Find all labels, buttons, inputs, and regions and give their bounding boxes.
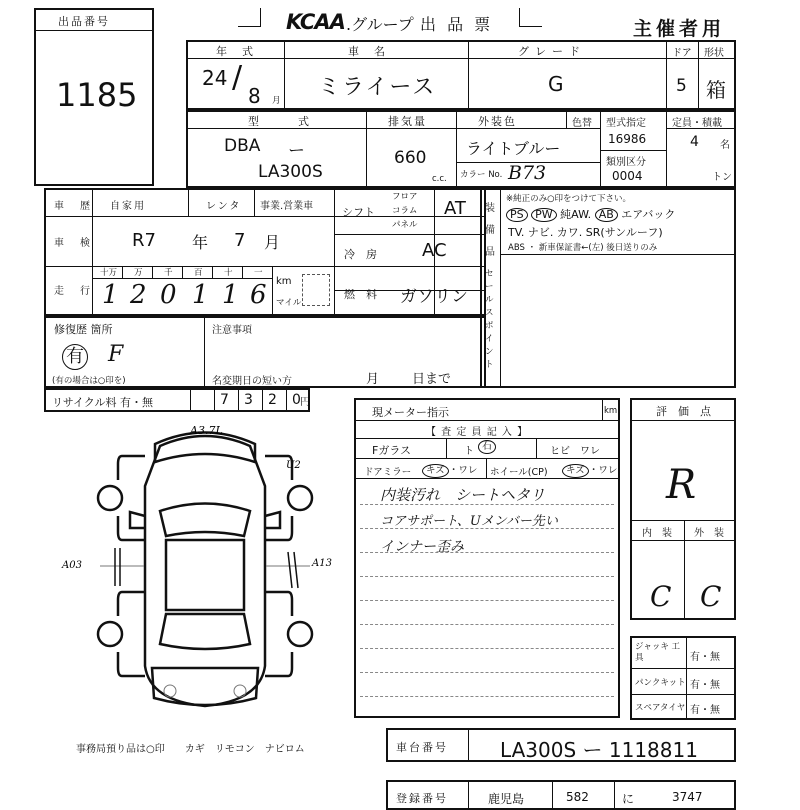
mile-unit: マイル	[276, 298, 302, 308]
wheel-rl	[98, 622, 122, 646]
mirror-label: ドアミラー	[364, 467, 412, 478]
glass-option: 石	[478, 440, 496, 454]
business-option: 事業.営業車	[260, 201, 314, 212]
repair-circle: 有	[62, 344, 88, 370]
inspector-note: 内装汚れ シートヘタリ	[380, 486, 546, 504]
doors-value: 5	[676, 76, 687, 96]
digit-header: 十万	[100, 268, 118, 278]
repair-value	[62, 344, 88, 370]
shift-option: パネル	[392, 220, 418, 230]
office-items: 事務局預り品は○印 カギ リモコン ナビロム	[76, 744, 305, 755]
recycle-digit: 7	[220, 392, 229, 408]
color-no-value: B73	[508, 162, 547, 184]
wheel-rr	[288, 622, 312, 646]
year-value: 24	[202, 66, 228, 90]
car-body-outline	[130, 433, 280, 707]
corner-mark	[238, 8, 261, 27]
inspection-month: 7	[234, 230, 246, 251]
exterior-label: 外 装	[694, 528, 724, 539]
digit-header: 千	[164, 268, 173, 278]
group-label: .グループ	[346, 15, 414, 34]
interior-label: 内 装	[642, 528, 672, 539]
spare-label: スペアタイヤ	[635, 703, 686, 713]
inspection-year-unit: 年	[192, 233, 209, 252]
shift-value: AT	[444, 198, 466, 219]
car-body	[145, 436, 265, 706]
tools-box	[630, 636, 736, 720]
sheet-title: 出 品 票	[420, 15, 494, 34]
glass-option: ト	[464, 446, 474, 457]
type-designation-label: 型式指定	[606, 118, 646, 129]
wheel-fl	[98, 486, 122, 510]
load-unit: トン	[712, 172, 732, 183]
category-value: 0004	[612, 169, 643, 183]
digit-header: 百	[194, 268, 203, 278]
wheel-option: キズ ・ワレ	[562, 462, 617, 478]
brand-logo	[286, 10, 345, 34]
damage-mark: A03	[62, 560, 82, 571]
puncture-label: パンクキット	[635, 678, 686, 688]
mileage-digit: 1	[222, 280, 239, 310]
ac-label: 冷 房	[344, 248, 377, 261]
registration-box	[386, 780, 736, 810]
spec-box	[186, 110, 736, 188]
rear-window	[160, 614, 250, 649]
repair-box	[44, 316, 486, 388]
displacement-label: 排気量	[388, 115, 427, 128]
glass-option: ワレ	[580, 446, 600, 457]
rental-option: レンタ	[206, 201, 242, 212]
car-name: ミライース	[318, 75, 437, 100]
jack-value: 有・無	[690, 652, 720, 663]
body-label: 形状	[704, 48, 724, 59]
repair-handwritten: F	[108, 342, 124, 367]
vehicle-box	[186, 40, 736, 110]
meter-km-unit: km	[604, 406, 618, 416]
inspection-label: 車 検	[54, 238, 93, 249]
shift-label: シフト	[342, 206, 375, 219]
year-label: 年 式	[216, 45, 255, 58]
inspection-era: R7	[132, 230, 156, 251]
month-unit: 月	[272, 96, 281, 106]
inspector-section-label: 【 査 定 員 記 入 】	[426, 427, 529, 438]
glass-option: ヒビ	[550, 446, 570, 457]
type-designation-value: 16986	[608, 132, 647, 146]
repair-note: (有の場合は○印を)	[52, 376, 126, 386]
mileage-digit: 0	[160, 280, 177, 310]
grade-label: グレード	[518, 45, 586, 58]
meter-label: 現メーター指示	[372, 406, 449, 419]
body-value: 箱	[706, 78, 726, 102]
fuel-value: ガソリン	[400, 287, 468, 307]
recycle-label: リサイクル料 有・無	[52, 396, 153, 409]
glass-label: Fガラス	[372, 444, 411, 457]
model-dash: ー	[288, 141, 305, 161]
equipment-label: 装備品	[485, 203, 495, 258]
caution-label: 注意事項	[212, 325, 252, 336]
mileage-digit: 1	[192, 280, 209, 310]
grade-score: R	[666, 462, 697, 508]
lot-number: 1185	[56, 76, 138, 114]
car-diagram	[60, 416, 350, 716]
color-label: 外装色	[478, 115, 517, 128]
recycle-digit: 2	[268, 392, 277, 408]
mirror-right	[265, 512, 280, 528]
mileage-digit: 1	[102, 280, 119, 310]
puncture-value: 有・無	[690, 680, 720, 691]
jack-label: ジャッキ 工 具	[635, 642, 689, 663]
model-value: LA300S	[258, 162, 323, 182]
mileage-label: 走 行	[54, 286, 93, 297]
mileage-digit: 2	[130, 280, 147, 310]
interior-grade: C	[650, 580, 672, 613]
ps-option: PS	[506, 208, 528, 222]
airbag-label: エアバック	[621, 208, 676, 221]
mirror-option: キズ ・ワレ	[422, 462, 477, 478]
reg-kana: に	[622, 792, 635, 806]
pw-option: PW	[531, 208, 557, 222]
aw-option: 純AW.	[560, 208, 592, 221]
recycle-unit: 円	[300, 397, 310, 408]
reg-number: 3747	[672, 790, 703, 804]
chassis-label: 車台番号	[396, 741, 448, 754]
model-prefix: DBA	[224, 136, 261, 156]
month-value: 8	[248, 84, 261, 108]
equipment-row2: TV. ナビ. カワ. SR(サンルーフ)	[508, 226, 663, 239]
digit-header: 一	[254, 268, 263, 278]
damage-mark: U2	[286, 460, 301, 471]
corner-mark	[519, 8, 542, 27]
capacity-value: 4	[690, 134, 699, 150]
mileage-digit: 6	[250, 280, 267, 310]
brand-name: KCAA	[286, 10, 345, 34]
name-change-month: 月	[366, 372, 380, 387]
wheel-fr	[288, 486, 312, 510]
reg-region: 鹿児島	[488, 792, 525, 806]
km-unit: km	[276, 276, 292, 287]
equipment-row3: ABS ・ 新車保証書←(左) 後日送りのみ	[508, 243, 658, 253]
shift-option: コラム	[392, 206, 418, 216]
recycle-digit: 3	[244, 392, 253, 408]
capacity-label: 定員・積載	[672, 118, 722, 129]
wheel-label: ホイール(CP)	[490, 467, 548, 478]
inspector-box	[354, 398, 620, 718]
color-no-label: カラー No.	[460, 170, 503, 180]
category-label: 類別区分	[606, 157, 646, 168]
reg-label: 登録番号	[396, 792, 448, 805]
shift-option: フロア	[392, 192, 418, 202]
name-change-label: 名変期日の短い方	[212, 376, 292, 387]
name-change-day: 日まで	[412, 372, 452, 387]
capacity-unit: 名	[720, 140, 730, 151]
displacement-value: 660	[394, 148, 427, 168]
reg-class: 582	[566, 790, 589, 804]
history-box	[44, 188, 486, 316]
mile-box	[302, 274, 330, 306]
inspector-note: コアサポート、Uメンバー先い	[380, 514, 558, 529]
recycle-box	[44, 388, 310, 412]
windshield	[160, 504, 250, 537]
grade-value: G	[548, 72, 564, 96]
recycle-digit: 0	[292, 392, 301, 408]
color-value: ライトブルー	[466, 139, 561, 158]
lot-number-box	[34, 8, 154, 186]
grade-box	[630, 398, 736, 620]
name-label: 車 名	[348, 45, 387, 58]
digit-header: 十	[224, 268, 233, 278]
spare-value: 有・無	[690, 705, 720, 716]
equipment-note: ※純正のみ○印をつけて下さい。	[506, 194, 632, 204]
rear-bumper	[152, 668, 258, 705]
chassis-box	[386, 728, 736, 762]
cc-unit: c.c.	[432, 174, 447, 184]
damage-mark: A13	[312, 558, 332, 569]
repaint-label: 色替	[572, 118, 592, 129]
digit-header: 万	[134, 268, 143, 278]
usage-label: 車 歴	[54, 201, 93, 212]
inspection-month-unit: 月	[264, 233, 281, 252]
equipment-row1	[506, 206, 675, 222]
year-slash: /	[232, 60, 243, 95]
doors-label: ドア	[672, 48, 692, 59]
sales-point-label: セールスポイント	[485, 269, 494, 370]
repair-label: 修復歴 箇所	[54, 323, 113, 336]
private-option: 自家用	[110, 201, 146, 212]
chassis-number: LA300S ー 1118811	[500, 738, 698, 762]
fuel-label: 燃 料	[344, 288, 377, 301]
damage-mark: A3.7L	[190, 424, 223, 437]
divider	[36, 30, 152, 31]
equipment-box	[480, 188, 736, 388]
ac-value: AC	[422, 240, 447, 261]
roof	[166, 540, 244, 610]
grade-box-label: 評 価 点	[656, 405, 711, 418]
exterior-grade: C	[700, 580, 722, 613]
inspector-note: インナー歪み	[380, 539, 464, 555]
model-label: 型 式	[248, 115, 323, 128]
lot-number-label: 出品番号	[58, 15, 110, 28]
mirror-left	[130, 512, 145, 528]
role-label: 主催者用	[633, 18, 726, 40]
ab-option: AB	[595, 208, 618, 222]
